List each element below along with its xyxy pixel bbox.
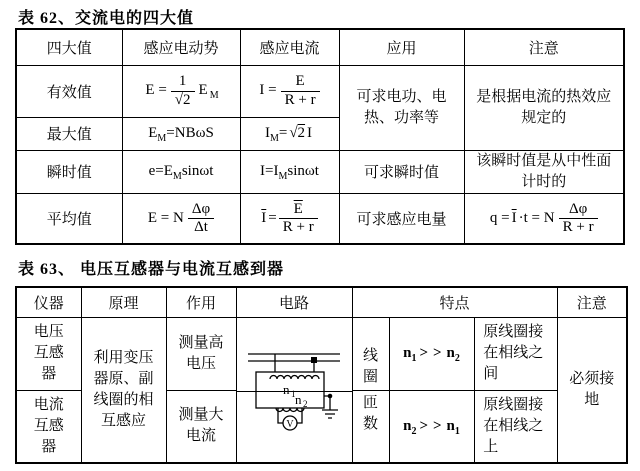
t63-header-principle: 原理 (81, 287, 166, 317)
t62-formula-maximum-current (240, 117, 339, 150)
formula-text: E (148, 125, 158, 141)
much-greater-sign: >> (419, 417, 447, 434)
barred-symbol: $\overline{I}$ (511, 209, 517, 226)
symbol: n (446, 417, 455, 434)
radicand: 2 (297, 125, 306, 141)
much-greater-sign: >> (419, 345, 447, 361)
formula-text: I=I (260, 163, 279, 179)
table62-title: 表 62、交流电的四大值 (18, 10, 195, 27)
cell-text: 电流互感器 (33, 396, 64, 455)
t62-formula-instant-emf (122, 150, 240, 193)
t62-header-application: 应用 (339, 29, 464, 65)
formula-text: I (307, 125, 313, 141)
cell-text: 线圈 (362, 347, 378, 385)
t62-formula-maximum-emf (122, 117, 240, 150)
t63-relation-2 (389, 390, 474, 463)
fraction (188, 201, 214, 237)
t62-apply-instant: 可求瞬时值 (339, 150, 464, 193)
formula-text: e=E (148, 163, 173, 179)
fraction-denominator: Δt (194, 218, 208, 235)
subscript: M (278, 171, 288, 182)
t62-row-effective (16, 65, 624, 117)
subscript: M (209, 90, 219, 102)
t63-device-voltage (16, 317, 81, 390)
voltmeter-label: V (286, 418, 294, 430)
formula-text: E = N (147, 209, 184, 226)
formula-text: =NBωS (166, 125, 214, 141)
t62-formula-average-current (240, 193, 339, 244)
subscript: M (157, 133, 167, 144)
table63 (15, 286, 628, 464)
t63-header-instrument: 仪器 (16, 287, 81, 317)
fraction-numerator: Δφ (188, 201, 214, 219)
t62-label-instant: 瞬时值 (16, 150, 122, 193)
t62-note-instant (464, 150, 624, 193)
formula-text: q = (489, 209, 510, 226)
transformer-circuit-diagram (242, 344, 346, 436)
fraction-denominator: R + r (282, 218, 314, 235)
table63-title: 表 63、 电压互感器与电流互感到器 (18, 261, 285, 278)
cell-text: 必须接地 (569, 370, 615, 408)
t63-coil-turns-bottom (352, 390, 389, 463)
t63-device-current (16, 390, 81, 463)
cell-text: 该瞬时值是从中性面计时的 (476, 152, 612, 190)
t63-circuit-cell (236, 317, 352, 463)
secondary-coil-label-sub: 2 (303, 398, 308, 409)
cell-text: 测量大电流 (178, 407, 224, 445)
secondary-coil-label: n (295, 391, 302, 407)
fraction-denominator: R + r (562, 218, 594, 235)
subscript: 2 (411, 425, 417, 437)
t63-coil-turns-top (352, 317, 389, 390)
formula-text: ·t = N (518, 209, 555, 226)
t62-apply-effective-max (339, 65, 464, 150)
t63-use-voltage (166, 317, 236, 390)
t63-header-features: 特点 (352, 287, 557, 317)
primary-coil (270, 375, 319, 379)
fraction (281, 73, 320, 109)
barred-symbol: $\overline{I}$ (261, 209, 267, 226)
t62-header-note: 注意 (464, 29, 624, 65)
t62-row-instant (16, 150, 624, 193)
t63-header-note: 注意 (557, 287, 627, 317)
t63-relation-1 (389, 317, 474, 390)
symbol: n (403, 345, 412, 361)
t62-header-row (16, 29, 624, 65)
table62 (15, 28, 625, 245)
t62-formula-effective-current (240, 65, 339, 117)
t62-header-current: 感应电流 (240, 29, 339, 65)
subscript: 2 (454, 353, 460, 364)
connector-tick (311, 357, 317, 363)
t62-label-maximum: 最大值 (16, 117, 122, 150)
t62-apply-average: 可求感应电量 (339, 193, 464, 244)
fraction-numerator (279, 201, 318, 219)
t62-note-effective-max (464, 65, 624, 150)
cell-text: 匝数 (362, 394, 378, 432)
fraction (171, 73, 195, 109)
barred-symbol: $\overline{E}$ (293, 200, 303, 217)
symbol: n (403, 417, 412, 434)
t63-header-circuit: 电路 (236, 287, 352, 317)
t62-row-average (16, 193, 624, 244)
sqrt-sign: √ (174, 91, 184, 108)
fraction (279, 201, 318, 237)
t63-note-cell (557, 317, 627, 463)
formula-text: I (264, 125, 270, 141)
t63-use-current (166, 390, 236, 463)
t63-feature-1 (474, 317, 557, 390)
cell-text: 可求电功、电热、功率等 (356, 88, 447, 126)
sqrt-sign: √ (289, 125, 298, 141)
fraction-denominator: R + r (284, 91, 316, 108)
fraction-numerator: E (281, 73, 320, 91)
formula-text: I = (259, 82, 277, 99)
formula-text: sinωt (287, 163, 319, 179)
t62-formula-instant-current (240, 150, 339, 193)
t62-header-emf: 感应电动势 (122, 29, 240, 65)
t62-label-average: 平均值 (16, 193, 122, 244)
cell-text: 是根据电流的热效应规定的 (476, 88, 612, 126)
t63-header-function: 作用 (166, 287, 236, 317)
formula-text: sinωt (181, 163, 214, 179)
cell-text: 原线圈接在相线之上 (483, 396, 544, 455)
equals-sign: = (278, 125, 288, 141)
subscript: M (172, 171, 182, 182)
junction-dot (328, 393, 333, 398)
t62-formula-effective-emf (122, 65, 240, 117)
formula-text: E = (145, 82, 167, 99)
t63-header-row (16, 287, 627, 317)
t63-feature-2 (474, 390, 557, 463)
primary-coil-label: n (283, 381, 290, 397)
formula-text: E (198, 82, 208, 99)
fraction (559, 201, 598, 237)
subscript: 1 (454, 425, 460, 437)
primary-coil-label-sub: 1 (291, 388, 296, 399)
symbol: n (446, 345, 455, 361)
equals-sign: = (268, 209, 277, 226)
cell-text: 利用变压器原、副线圈的相互感应 (93, 349, 154, 429)
cell-text: 电压互感器 (33, 324, 64, 382)
fraction-numerator: Δφ (559, 201, 598, 219)
cell-text: 测量高电压 (178, 334, 224, 372)
t62-label-effective: 有效值 (16, 65, 122, 117)
cell-text: 原线圈接在相线之间 (483, 324, 544, 382)
fraction-denominator (171, 92, 195, 109)
fraction-numerator: 1 (171, 73, 195, 91)
ground-icon (322, 410, 338, 418)
t62-formula-average-emf (122, 193, 240, 244)
t63-principle-cell (81, 317, 166, 463)
t62-note-average (464, 193, 624, 244)
subscript: M (269, 133, 279, 144)
subscript: 1 (411, 353, 417, 364)
t63-row-voltage (16, 317, 627, 390)
radicand: 2 (183, 91, 191, 108)
t62-header-value: 四大值 (16, 29, 122, 65)
